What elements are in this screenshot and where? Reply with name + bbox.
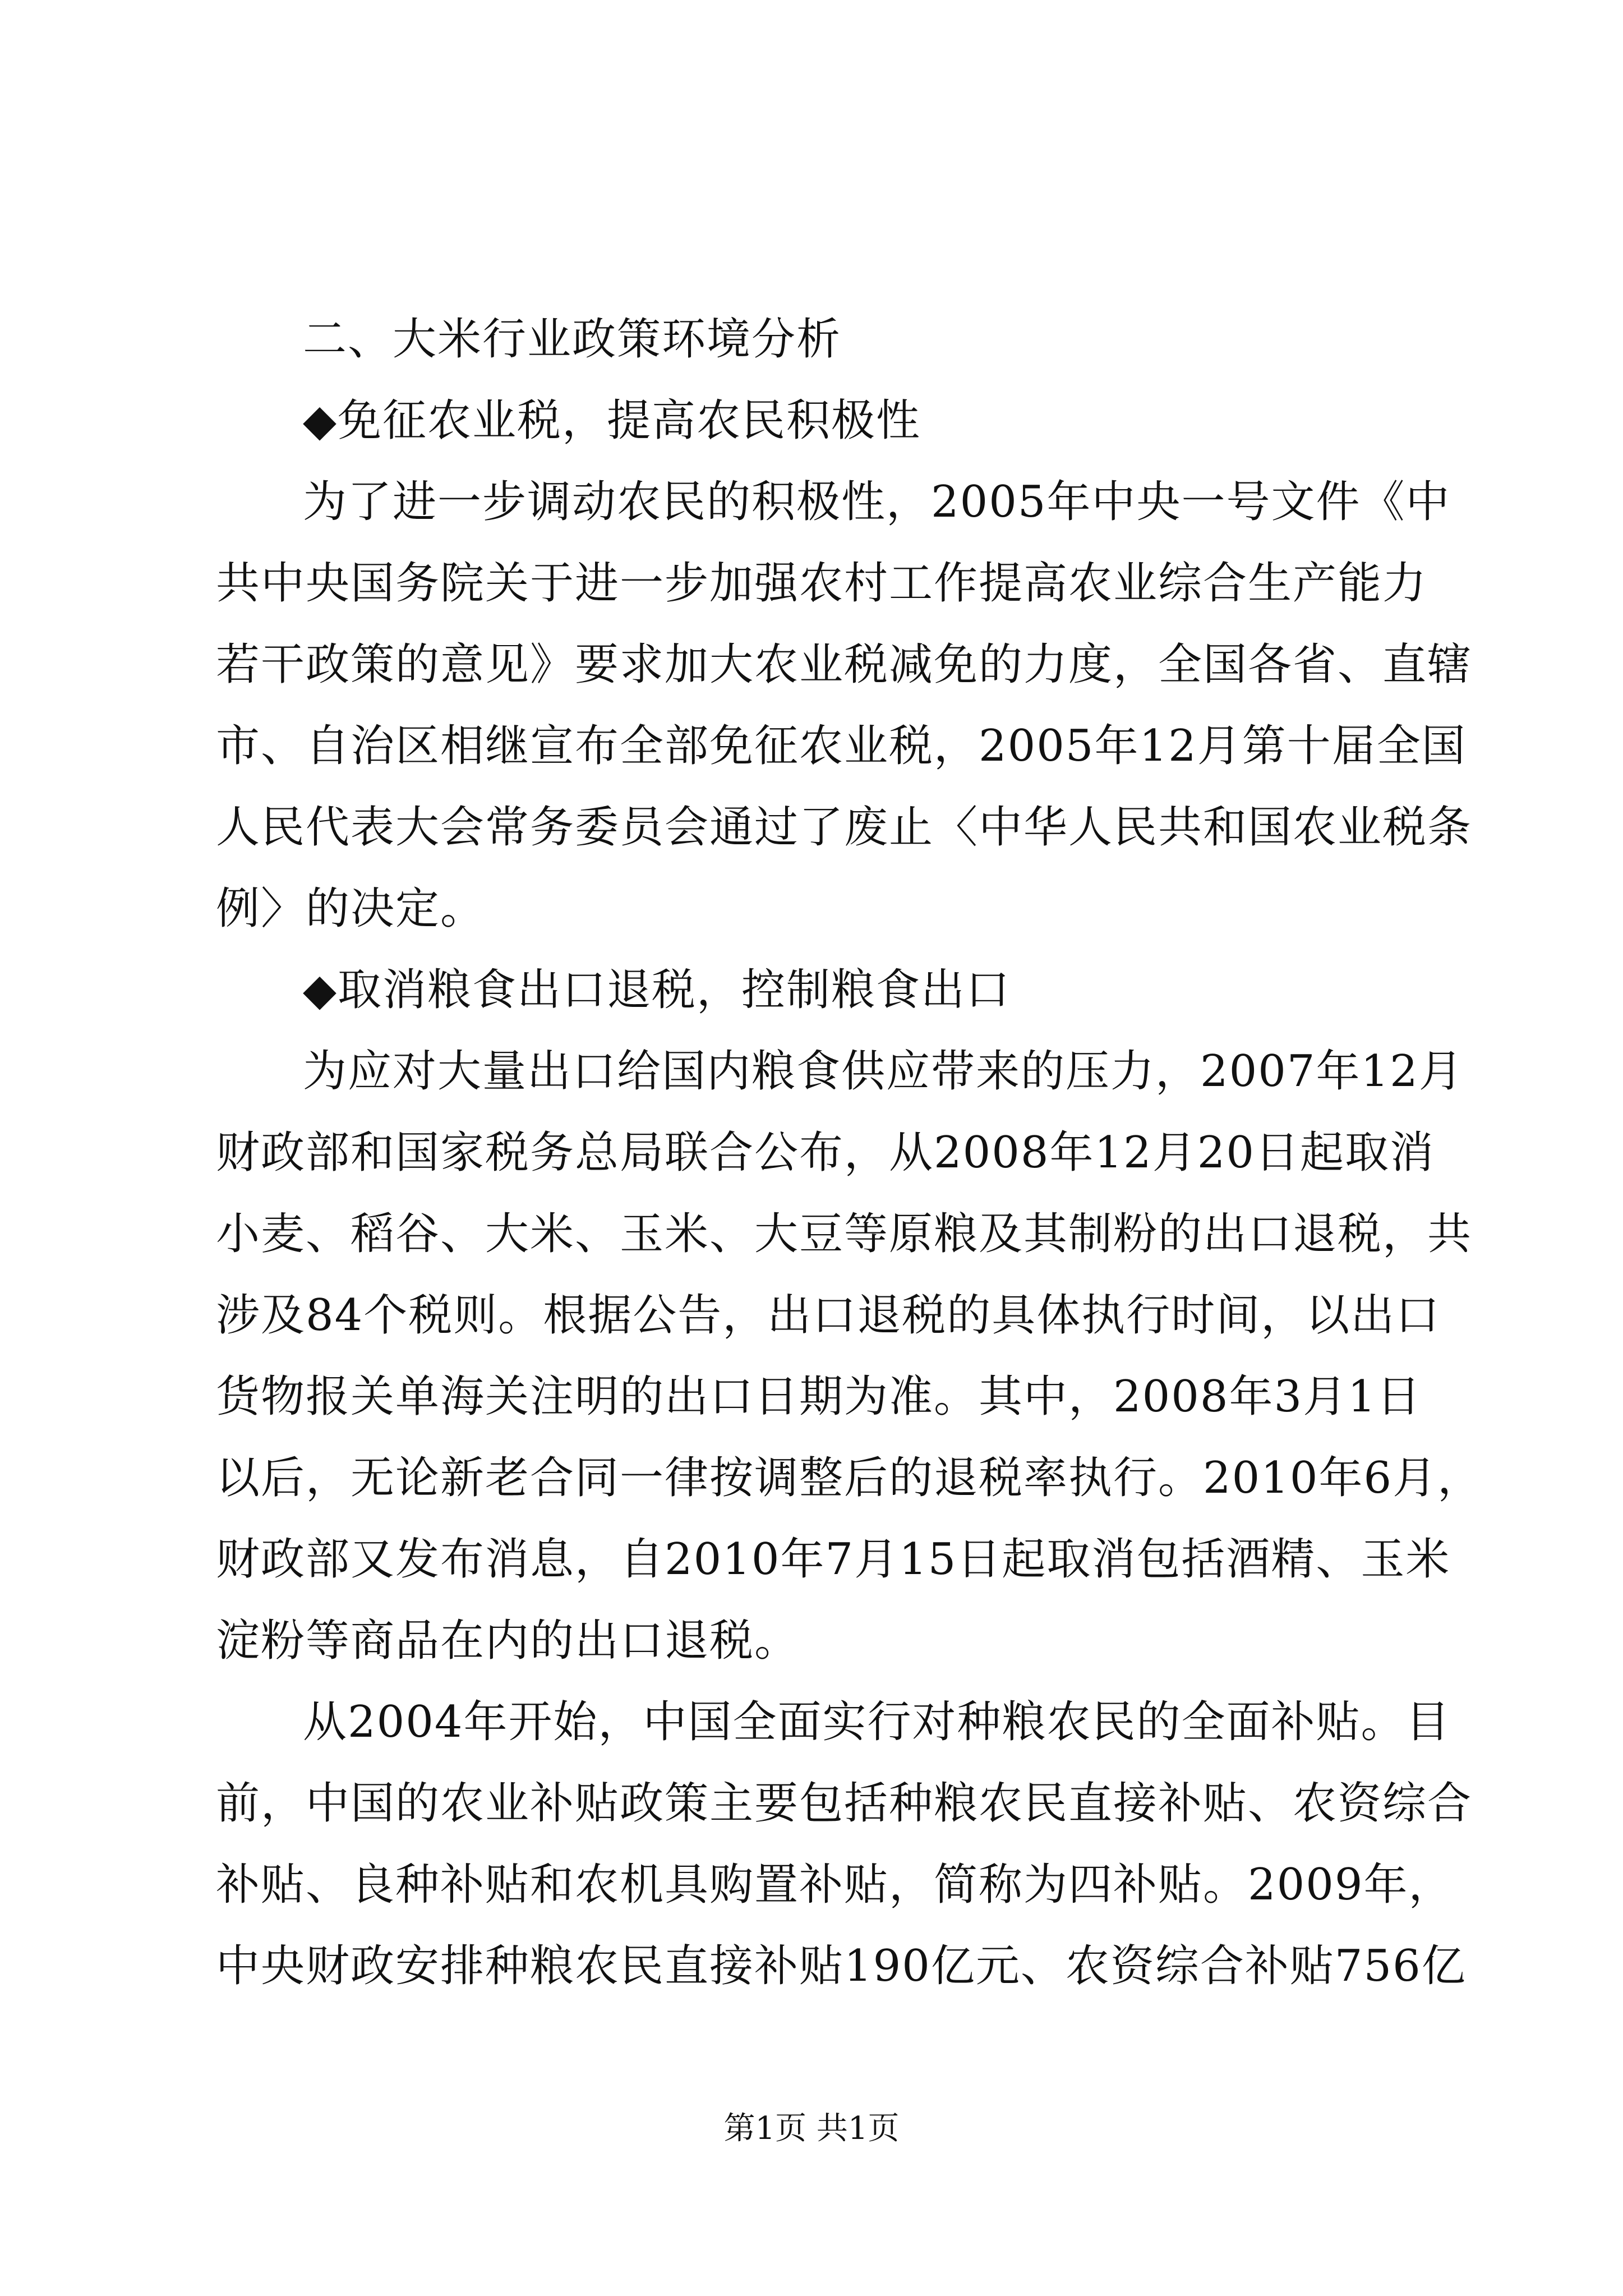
paragraph-line: 例〉的决定。 [216,884,486,934]
page-number-footer: 第1页 共1页 [723,2110,900,2147]
paragraph-line: 以后，无论新老合同一律按调整后的退税率执行。2010年6月， [216,1453,1483,1503]
paragraph-line: 补贴、良种补贴和农机具购置补贴，简称为四补贴。2009年， [216,1860,1454,1910]
paragraph-line: 小麦、稻谷、大米、玉米、大豆等原粮及其制粉的出口退税，共 [216,1209,1473,1259]
paragraph-line: 财政部又发布消息，自2010年7月15日起取消包括酒精、玉米 [216,1534,1451,1585]
paragraph-line: 淀粉等商品在内的出口退税。 [216,1616,800,1666]
paragraph-line: 若干政策的意见》要求加大农业税减免的力度，全国各省、直辖 [216,639,1473,690]
paragraph-line: 为应对大量出口给国内粮食供应带来的压力，2007年12月 [303,1046,1464,1097]
paragraph-line: 人民代表大会常务委员会通过了废止〈中华人民共和国农业税条 [216,802,1473,853]
paragraph-line: 前，中国的农业补贴政策主要包括种粮农民直接补贴、农资综合 [216,1778,1473,1829]
section-heading: 二、大米行业政策环境分析 [303,314,842,365]
paragraph-line: 财政部和国家税务总局联合公布，从2008年12月20日起取消 [216,1128,1435,1178]
paragraph-line: 共中央国务院关于进一步加强农村工作提高农业综合生产能力 [216,558,1428,609]
paragraph-line: 市、自治区相继宣布全部免征农业税，2005年12月第十届全国 [216,721,1467,771]
paragraph-line: 为了进一步调动农民的积极性，2005年中央一号文件《中 [303,477,1451,527]
subheading-tax-exemption: ◆免征农业税，提高农民积极性 [303,395,921,446]
paragraph-line: 中央财政安排种粮农民直接补贴190亿元、农资综合补贴756亿 [216,1941,1467,1991]
paragraph-line: 货物报关单海关注明的出口日期为准。其中，2008年3月1日 [216,1372,1422,1422]
paragraph-line: 从2004年开始，中国全面实行对种粮农民的全面补贴。目 [303,1697,1451,1747]
subheading-export-rebate: ◆取消粮食出口退税，控制粮食出口 [303,965,1011,1015]
paragraph-line: 涉及84个税则。根据公告，出口退税的具体执行时间，以出口 [216,1290,1441,1341]
